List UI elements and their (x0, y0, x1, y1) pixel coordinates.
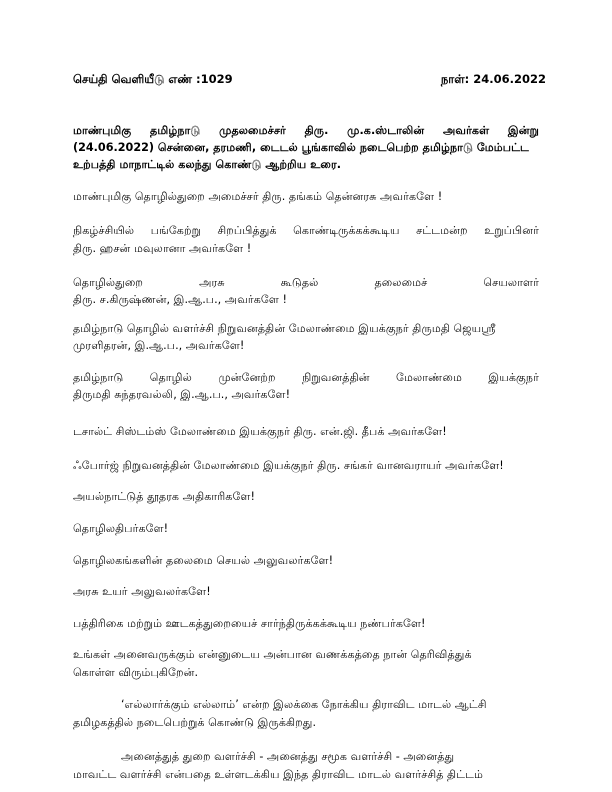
title-word: இன்று (507, 124, 539, 137)
title-word: மு.க.ஸ்டாலின் (347, 124, 425, 137)
dravidian-model-line-2: தமிழகத்தில் நடைபெற்றுக் கொண்டு இருக்கிறது. (73, 716, 317, 729)
welcome-line-1: உங்கள் அனைவருக்கும் என்னுடைய அன்பான வணக்கத்தை நான் தெரிவித்துக் (73, 648, 472, 661)
word: தலைமைச் (374, 276, 428, 289)
title-word: தமிழ்நாடு (150, 124, 201, 137)
title-word: அவர்கள் (442, 124, 490, 137)
word: இயக்குநர் (488, 371, 539, 384)
greeting-consular-officers: அயல்நாட்டுத் தூதரக அதிகாரிகளே! (73, 490, 255, 503)
title-word: திரு. (304, 124, 329, 137)
word: கூடுதல் (280, 276, 319, 289)
greeting-press: பத்திரிகை மற்றும் ஊடகத்துறையைச் சார்ந்திருக்கக்கூடிய நண்பர்களே! (73, 617, 426, 630)
title-word: முதலமைச்சர் (219, 124, 286, 137)
title-line-3: உற்பத்தி மாநாட்டில் கலந்து கொண்டு ஆற்றிய உரை. (73, 158, 341, 171)
word: தொழில்துறை (73, 276, 144, 289)
development-line-2: மாவட்ட வளர்ச்சி என்பதை உள்ளடக்கிய இந்த திராவிட மாடல் வளர்ச்சித் திட்டம் (73, 768, 484, 781)
word: பங்கேற்று (150, 224, 201, 237)
greeting-tiic-line-2: திருமதி சுந்தரவல்லி, இ.ஆ.ப., அவர்களே! (73, 388, 291, 401)
word: நிகழ்ச்சியில் (73, 224, 135, 237)
word: தொழில் (149, 371, 192, 384)
greeting-ceos: தொழிலகங்களின் தலைமை செயல் அலுவலர்களே! (73, 554, 334, 567)
greeting-forge: ஃபோர்ஜ் நிறுவனத்தின் மேலாண்மை இயக்குநர் திரு. சங்கர் வானவராயர் அவர்களே! (73, 459, 504, 472)
greeting-industrialists: தொழிலதிபர்களே! (73, 522, 169, 535)
word: கொண்டிருக்கக்கூடிய (293, 224, 400, 237)
word: தமிழ்நாடு (73, 371, 124, 384)
greeting-govt-officers: அரசு உயர் அலுவலர்களே! (73, 585, 211, 598)
dravidian-model-line-1: ‘எல்லார்க்கும் எல்லாம்’ என்ற இலக்கை நோக்கிய திராவிட மாடல் ஆட்சி (121, 698, 487, 711)
word: உறுப்பினர் (484, 224, 539, 237)
greeting-mla-line-2: திரு. ஹசன் மவுலானா அவர்களே ! (73, 242, 252, 255)
title-line-2: (24.06.2022) சென்னை, தரமணி, டைடல் பூங்காவில் நடைபெற்ற தமிழ்நாடு மேம்பட்ட (73, 141, 529, 154)
word: சட்டமன்ற (416, 224, 468, 237)
development-line-1: அனைத்துத் துறை வளர்ச்சி - அனைத்து சமூக வளர்ச்சி - அனைத்து (121, 750, 455, 763)
greeting-tidco-line-2: முரளிதரன், இ.ஆ.ப., அவர்களே! (73, 339, 245, 352)
greeting-dassault: டசால்ட் சிஸ்டம்ஸ் மேலாண்மை இயக்குநர் திரு. என்.ஜி. தீபக் அவர்களே! (73, 425, 447, 438)
greeting-mla-line-1 (73, 224, 539, 238)
release-date: நாள்: 24.06.2022 (440, 72, 546, 86)
word: செயலாளர் (483, 276, 539, 289)
word: முன்னேற்ற (218, 371, 276, 384)
greeting-industries-minister: மாண்புமிகு தொழில்துறை அமைச்சர் திரு. தங்கம் தென்னரசு அவர்களே ! (73, 190, 443, 203)
word: மேலாண்மை (396, 371, 462, 384)
release-number: செய்தி வெளியீடு எண் :1029 (73, 72, 233, 86)
greeting-tiic-line-1 (73, 371, 539, 385)
word: சிறப்பித்துக் (217, 224, 277, 237)
greeting-tidco-line-1: தமிழ்நாடு தொழில் வளர்ச்சி நிறுவனத்தின் மேலாண்மை இயக்குநர் திருமதி ஜெயஸ்ரீ (73, 322, 496, 335)
word: அரசு (199, 276, 225, 289)
greeting-secretary-line-1 (73, 276, 539, 290)
greeting-secretary-line-2: திரு. ச.கிருஷ்ணன், இ.ஆ.ப., அவர்களே ! (73, 293, 288, 306)
welcome-line-2: கொள்ள விரும்புகிறேன். (73, 666, 199, 679)
word: நிறுவனத்தின் (302, 371, 370, 384)
title-word: மாண்புமிகு (73, 124, 132, 137)
title-line-1 (73, 124, 539, 138)
